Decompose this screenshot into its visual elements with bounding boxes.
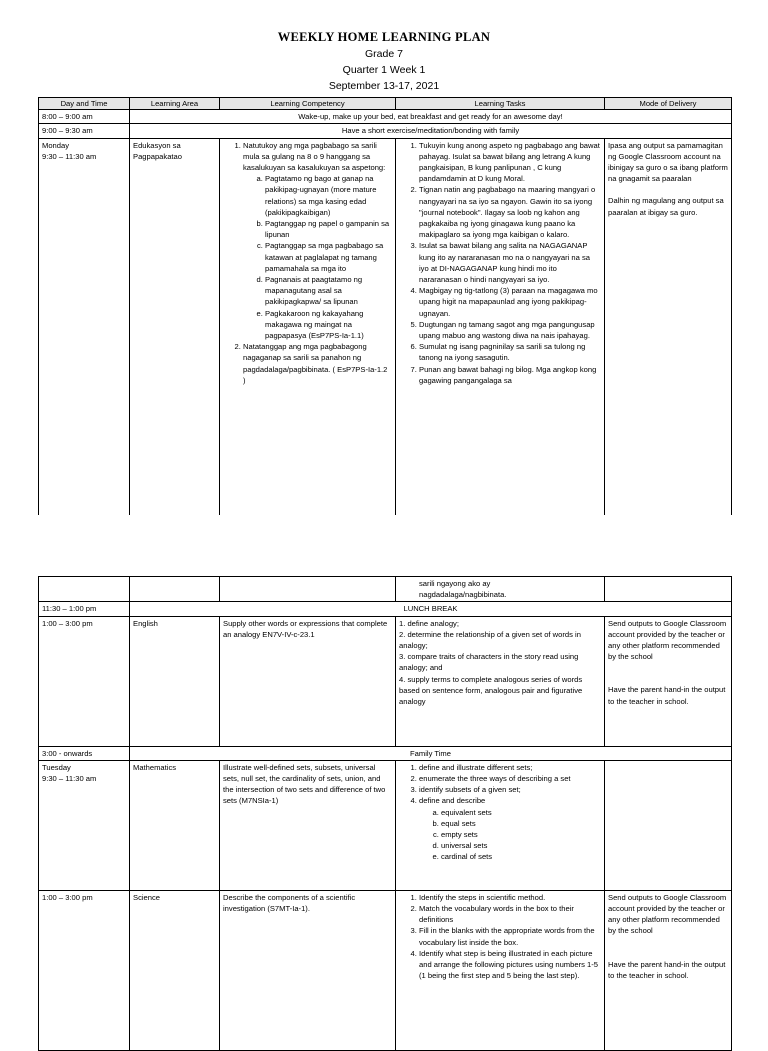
learning-tasks-cell xyxy=(396,616,605,746)
list-item: 3. identify subsets of a given set; xyxy=(419,784,601,795)
task-text: define and describe xyxy=(419,796,486,806)
tasks-list xyxy=(399,140,601,386)
day-label: Tuesday xyxy=(42,762,71,772)
tasks-sub-list xyxy=(419,807,601,863)
table-row-lunch xyxy=(39,602,732,616)
schedule-table-page-1 xyxy=(38,97,732,543)
mode-of-delivery-cell xyxy=(605,577,732,602)
delivery-text: Have the parent hand-in the output to the teacher in school. xyxy=(608,685,726,706)
list-item xyxy=(419,795,601,862)
list-item: c. empty sets xyxy=(441,829,601,840)
list-item: a. Pagtatamo ng bago at ganap na pakikipag-ugnayan (more mature relations) sa mga kasing edad (pakikipagkaibigan) xyxy=(265,173,392,218)
list-item: b. Pagtanggap ng papel o gampanin sa lipunan xyxy=(265,218,392,240)
learning-tasks-cell xyxy=(396,760,605,890)
page-break xyxy=(0,515,768,575)
day-label: Monday xyxy=(42,140,70,150)
list-item: 3. Isulat sa bawat bilang ang salita na NAGAGANAP kung ito ay nararanasan mo na o nangyayari na sa iyo at DI-NAGAGANAP kung hindi mo ito nararanasan o hindi nangyayari sa iyo. xyxy=(419,240,601,285)
mode-of-delivery-cell xyxy=(605,890,732,1050)
competency-sub-list xyxy=(243,173,392,341)
learning-competency-cell: Illustrate well-defined sets, subsets, universal sets, null set, the cardinality of sets, union, and the intersection of two sets and difference of two sets (M7NSIa-1) xyxy=(220,760,396,890)
grade-line: Grade 7 xyxy=(365,48,403,60)
list-item: 2. enumerate the three ways of describing a set xyxy=(419,773,601,784)
learning-area-cell: Edukasyon sa Pagpapakatao xyxy=(130,138,220,542)
competency-list xyxy=(223,140,392,386)
list-item: a. equivalent sets xyxy=(441,807,601,818)
mode-of-delivery-cell xyxy=(605,616,732,746)
table-row-wakeup xyxy=(39,110,732,124)
activity-cell: Have a short exercise/meditation/bonding with family xyxy=(130,124,732,138)
date-line: September 13-17, 2021 xyxy=(328,80,440,92)
delivery-text: Have the parent hand-in the output to the teacher in school. xyxy=(608,959,726,980)
learning-tasks-cell xyxy=(396,138,605,542)
time-label: 9:30 – 11:30 am xyxy=(42,151,97,161)
quarter-line: Quarter 1 Week 1 xyxy=(342,64,426,76)
learning-tasks-cell xyxy=(396,577,605,602)
table-row-english xyxy=(39,616,732,746)
list-item: b. equal sets xyxy=(441,818,601,829)
learning-area-cell xyxy=(130,577,220,602)
list-item: 4. Identify what step is being illustrated in each picture and arrange the following pictures using numbers 1-5 (1 being the first step and 5 being the last step). xyxy=(419,948,601,982)
plan-title: WEEKLY HOME LEARNING PLAN xyxy=(277,30,491,44)
list-item: d. Pagnanais at paagtatamo ng mapanagutang asal sa pakikipagkapwa/ sa lipunan xyxy=(265,274,392,308)
time-cell: 3:00 - onwards xyxy=(39,746,130,760)
col-header-learning-tasks: Learning Tasks xyxy=(396,98,605,110)
day-time-cell xyxy=(39,577,130,602)
list-item: c. Pagtanggap sa mga pagbabago sa katawan at paglalapat ng tamang pamamahala sa mga ito xyxy=(265,240,392,274)
time-cell: 11:30 – 1:00 pm xyxy=(39,602,130,616)
learning-area-cell: English xyxy=(130,616,220,746)
mode-of-delivery-cell xyxy=(605,138,732,542)
table-row-exercise xyxy=(39,124,732,138)
learning-competency-cell xyxy=(220,577,396,602)
time-cell: 8:00 – 9:00 am xyxy=(39,110,130,124)
list-item: 5. Dugtungan ng tamang sagot ang mga pangungusap upang mabuo ang wastong diwa na nais ipahayag. xyxy=(419,319,601,341)
day-time-cell xyxy=(39,138,130,542)
learning-area-cell: Science xyxy=(130,890,220,1050)
table-header-row xyxy=(39,98,732,110)
mode-of-delivery-cell xyxy=(605,760,732,890)
list-item: 2. Natatanggap ang mga pagbabagong nagaganap sa sarili sa panahon ng pagdadalaga/pagbibinata. ( EsP7PS-Ia-1.2 ) xyxy=(243,341,392,386)
time-cell: 9:00 – 9:30 am xyxy=(39,124,130,138)
list-item: 7. Punan ang bawat bahagi ng bilog. Mga angkop kong gagawing pangangalaga sa xyxy=(419,364,601,386)
learning-area-cell: Mathematics xyxy=(130,760,220,890)
activity-cell: Wake-up, make up your bed, eat breakfast and get ready for an awesome day! xyxy=(130,110,732,124)
time-label: 9:30 – 11:30 am xyxy=(42,774,97,784)
list-item: 4. Magbigay ng tig-tatlong (3) paraan na magagawa mo upang higit na mapapaunlad ang iyong pakikipag-ugnayan. xyxy=(419,285,601,319)
learning-competency-cell: Supply other words or expressions that complete an analogy EN7V-IV-c-23.1 xyxy=(220,616,396,746)
col-header-learning-area: Learning Area xyxy=(130,98,220,110)
activity-cell: Family Time xyxy=(130,746,732,760)
table-row-math xyxy=(39,760,732,890)
task-text: 2. determine the relationship of a given set of words in analogy; xyxy=(399,629,581,651)
delivery-text: Send outputs to Google Classroom account provided by the teacher or any other platform recommended by the school xyxy=(608,618,727,662)
competency-text: Natutukoy ang mga pagbabago sa sarili mula sa gulang na 8 o 9 hanggang sa kasalukuyan sa kasalukuyan sa aspetong: xyxy=(243,140,386,173)
list-item: 2. Match the vocabulary words in the box to their definitions xyxy=(419,903,601,925)
task-continued-text: sarili ngayong ako ay xyxy=(419,579,491,588)
list-item xyxy=(243,140,392,342)
table-row-family xyxy=(39,746,732,760)
list-item: 1. define and illustrate different sets; xyxy=(419,762,601,773)
table-row-esp xyxy=(39,138,732,542)
tasks-list xyxy=(399,762,601,863)
task-text: 1. define analogy; xyxy=(399,618,459,628)
learning-competency-cell xyxy=(220,138,396,542)
col-header-mode-of-delivery: Mode of Delivery xyxy=(605,98,732,110)
col-header-day-time: Day and Time xyxy=(39,98,130,110)
delivery-text: Ipasa ang output sa pamamagitan ng Google Classroom account na ibinigay sa guro o sa ibang platform na gnagamit sa paaralan xyxy=(608,140,728,184)
delivery-text: Send outputs to Google Classroom account provided by the teacher or any other platform recommended by the school xyxy=(608,892,727,936)
table-row-continued xyxy=(39,577,732,602)
list-item: e. cardinal of sets xyxy=(441,851,601,862)
time-cell: 1:00 – 3:00 pm xyxy=(39,890,130,1050)
list-item: d. universal sets xyxy=(441,840,601,851)
task-text: 4. supply terms to complete analogous series of words based on sentence form, analogous pair and figurative analogy xyxy=(399,674,583,707)
list-item: 6. Sumulat ng isang pagninilay sa sarili sa tulong ng tanong na iyong sasagutin. xyxy=(419,341,601,363)
list-item: 2. Tignan natin ang pagbabago na maaring mangyari o nangyayari na sa iyo sa ngayon. Gawin ito sa iyong "journal notebook". Ilagay sa loob ng kahon ang pagkakaiba ng iyong ginagawa kung paano ka makipaglaro sa iyong mga kaibigan o kalaro. xyxy=(419,184,601,240)
list-item: 3. Fill in the blanks with the appropriate words from the vocabulary list inside the box. xyxy=(419,925,601,947)
learning-competency-cell: Describe the components of a scientific investigation (S7MT-Ia-1). xyxy=(220,890,396,1050)
learning-tasks-cell xyxy=(396,890,605,1050)
schedule-table-page-2 xyxy=(38,576,732,1051)
tasks-list xyxy=(399,892,601,982)
delivery-text: Dalhin ng magulang ang output sa paaralan at ibigay sa guro. xyxy=(608,196,724,217)
time-cell: 1:00 – 3:00 pm xyxy=(39,616,130,746)
list-item: e. Pagkakaroon ng kakayahang makagawa ng maingat na pagpapasya (EsP7PS-Ia-1.1) xyxy=(265,308,392,342)
col-header-learning-competency: Learning Competency xyxy=(220,98,396,110)
task-text: 3. compare traits of characters in the story read using analogy; and xyxy=(399,652,579,673)
day-time-cell xyxy=(39,760,130,890)
task-continued-text: nagdadalaga/nagbibinata. xyxy=(419,590,507,600)
list-item: 1. Tukuyin kung anong aspeto ng pagbabago ang bawat pahayag. Isulat sa bawat bilang ang letrang A kung pangkaisipan, B kung panlipunan , C kung pandamdamin at D kung Moral. xyxy=(419,140,601,185)
table-row-science xyxy=(39,890,732,1050)
activity-cell: LUNCH BREAK xyxy=(130,602,732,616)
list-item: 1. Identify the steps in scientific method. xyxy=(419,892,601,903)
